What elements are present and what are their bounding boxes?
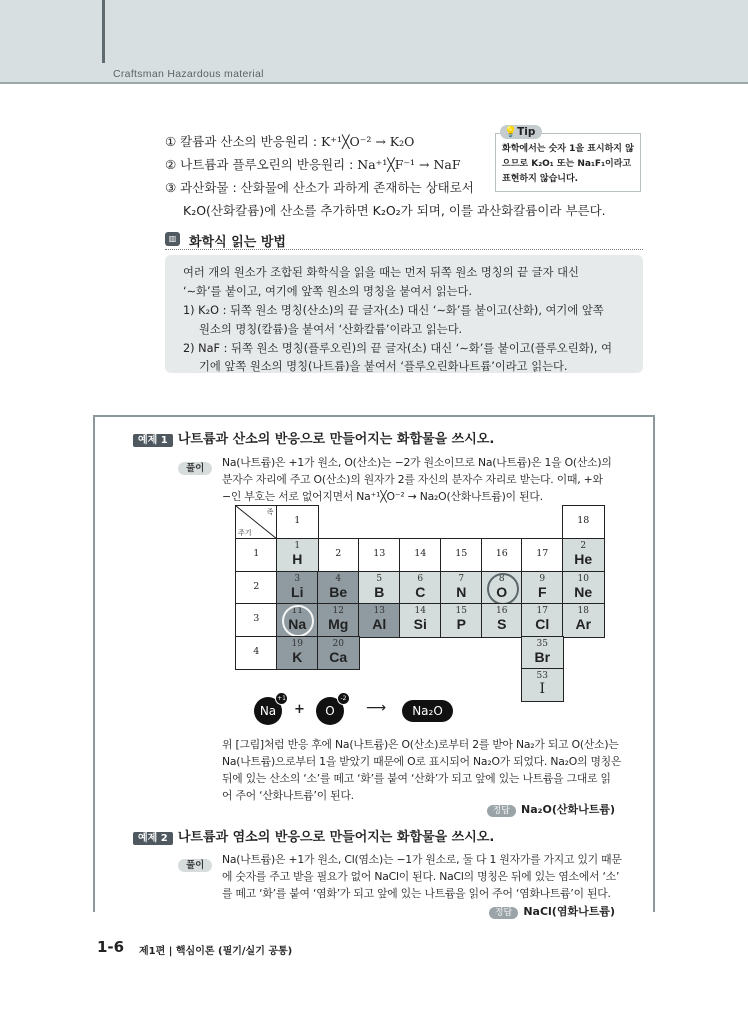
element-symbol: Li — [291, 584, 304, 600]
group-label — [358, 538, 401, 573]
element-si — [399, 603, 442, 638]
solution-line: 에 숫자를 주고 받을 필요가 없어 NaCl이 된다. NaCl의 명칭은 뒤에 있는 염소에서 ‘소’ — [222, 870, 620, 883]
ion-label: O — [325, 704, 335, 718]
element-ar — [562, 603, 605, 638]
element-ca — [317, 636, 360, 670]
table-label: 13 — [373, 548, 386, 559]
section-divider — [165, 249, 643, 250]
atomic-number: 1 — [294, 541, 301, 551]
table-label: 16 — [495, 548, 508, 559]
example-title: 나트륨과 염소의 반응으로 만들어지는 화합물을 쓰시오. — [177, 830, 495, 845]
atomic-number: 35 — [536, 639, 548, 649]
element-na — [276, 603, 319, 638]
solution-badge: 풀이 — [178, 859, 212, 872]
highlight-circle — [487, 573, 519, 605]
corner-period-label: 주기 — [238, 528, 252, 537]
section-line: 2) NaF : 뒤쪽 원소 명칭(플루오린)의 끝 글자(소) 대신 ‘∼화’를 붙이고(플루오린화), 여 — [183, 342, 613, 355]
tip-label — [500, 125, 542, 139]
period-label — [235, 538, 278, 573]
element-symbol: O — [496, 584, 508, 600]
atomic-number: 5 — [376, 574, 383, 584]
element-symbol: Br — [534, 649, 551, 665]
atomic-number: 3 — [294, 574, 301, 584]
atomic-number: 12 — [332, 606, 344, 616]
table-label: 15 — [455, 548, 468, 559]
answer-text: NaCl(염화나트륨) — [523, 905, 615, 918]
running-title: Craftsman Hazardous material — [113, 68, 264, 80]
ion-label: Na — [259, 704, 277, 718]
element-mg — [317, 603, 360, 638]
element-f — [521, 571, 564, 605]
answer-row — [489, 900, 615, 919]
item-2 — [165, 155, 461, 173]
section-line: 1) K₂O : 뒤쪽 원소 명칭(산소)의 끝 글자(소) 대신 ‘∼화’를 붙이고(산화), 여기에 앞쪽 — [183, 304, 604, 317]
explanation-line: 어 주어 ‘산화나트륨’이 된다. — [222, 789, 354, 802]
answer-row — [487, 798, 615, 817]
atomic-number: 53 — [536, 671, 548, 681]
table-label: 2 — [335, 548, 342, 559]
element-symbol: He — [574, 551, 593, 567]
atomic-number: 13 — [373, 606, 385, 616]
atomic-number: 14 — [414, 606, 426, 616]
section-title: 화학식 읽는 방법 — [189, 235, 286, 250]
table-label: 1 — [294, 515, 301, 526]
table-label: 17 — [536, 548, 549, 559]
section-line: 원소의 명칭(칼륨)을 붙여서 ‘산화칼륨’이라고 읽는다. — [199, 323, 463, 336]
atomic-number: 2 — [580, 541, 587, 551]
element-symbol: Cl — [535, 616, 550, 632]
table-label: 1 — [253, 548, 260, 559]
table-label: 2 — [253, 581, 260, 592]
section-line: ‘∼화’를 붙이고, 여기에 앞쪽 원소의 명칭을 붙여서 읽는다. — [183, 285, 473, 298]
solution-line: 분자수 자리에 주고 O(산소)의 원자가 2를 자신의 분자수 자리로 받는다. 이때, +와 — [222, 473, 603, 486]
atomic-number: 6 — [417, 574, 424, 584]
corner-group-label: 족 — [266, 508, 274, 516]
example-badge: 예제 1 — [133, 434, 173, 447]
plus-sign: + — [294, 702, 305, 717]
item-text: ② 나트륨과 플루오린의 반응원리 : — [165, 157, 358, 172]
example-title: 나트륨과 산소의 반응으로 만들어지는 화합물을 쓰시오. — [177, 432, 495, 447]
highlight-circle — [282, 605, 314, 637]
example-2-header — [133, 826, 494, 845]
table-label: 3 — [253, 613, 260, 624]
answer-badge: 정답 — [487, 805, 516, 817]
item-3 — [165, 178, 474, 196]
table-corner — [235, 505, 278, 540]
solution-line: Na(나트륨)은 +1가 원소, O(산소)는 −2가 원소이므로 Na(나트륨)은 1을 O(산소)의 — [222, 456, 612, 469]
period-label — [235, 603, 278, 638]
element-symbol: P — [456, 616, 466, 632]
element-al — [358, 603, 401, 638]
table-label: 14 — [414, 548, 427, 559]
group-label — [440, 538, 483, 573]
element-symbol: N — [456, 584, 467, 600]
arrow-icon: ⟶ — [366, 700, 387, 716]
element-c — [399, 571, 442, 605]
explanation-line: 뒤에 있는 산소의 ‘소’를 떼고 ‘화’를 붙여 ‘산화’가 되고 앞에 있는 나트륨을 그대로 읽 — [222, 772, 611, 785]
section-line: 여러 개의 원소가 조합된 화학식을 읽을 때는 먼저 뒤쪽 원소 명칭의 끝 글자 대신 — [183, 266, 579, 279]
footer-text: 제1편 | 핵심이론 (필기/실기 공통) — [139, 946, 293, 957]
atomic-number: 11 — [291, 606, 303, 616]
atomic-number: 4 — [335, 574, 342, 584]
element-symbol: Ne — [574, 584, 593, 600]
book-icon: ▥ — [165, 232, 180, 246]
atomic-number: 10 — [577, 574, 589, 584]
element-li — [276, 571, 319, 605]
element-br — [521, 636, 564, 670]
element-symbol: Si — [413, 616, 427, 632]
element-s — [481, 603, 523, 638]
item-formula: K⁺¹╳O⁻² → K₂O — [321, 134, 415, 149]
example-1-header — [133, 428, 494, 447]
answer-badge: 정답 — [489, 907, 518, 919]
atomic-number: 8 — [498, 574, 505, 584]
item-text: ③ 과산화물 : 산화물에 산소가 과하게 존재하는 상태로서 — [165, 180, 474, 195]
element-symbol: Mg — [328, 616, 349, 632]
element-b — [358, 571, 401, 605]
section-line: 기에 앞쪽 원소의 명칭(나트륨)을 붙여서 ‘플루오린화나트륨’이라고 읽는다. — [199, 360, 568, 373]
period-label — [235, 571, 278, 605]
tip-label-text: Tip — [517, 126, 536, 138]
element-symbol: B — [374, 584, 385, 600]
ion-charge: -2 — [337, 692, 350, 705]
atomic-number: 7 — [458, 574, 465, 584]
element-be — [317, 571, 360, 605]
group-label — [521, 538, 564, 573]
example-badge: 예제 2 — [133, 832, 173, 845]
element-o — [481, 571, 523, 605]
item-1 — [165, 132, 414, 150]
element-symbol: Be — [329, 584, 348, 600]
table-label: 18 — [577, 515, 590, 526]
element-symbol: I — [539, 681, 546, 697]
product-pill: Na₂O — [402, 700, 453, 722]
period-label — [235, 636, 278, 670]
item-formula: Na⁺¹╳F⁻¹ → NaF — [357, 157, 461, 172]
atomic-number: 15 — [455, 606, 467, 616]
element-symbol: Ar — [575, 616, 592, 632]
atomic-number: 19 — [291, 639, 303, 649]
page-number: 1-6 — [97, 938, 125, 956]
element-i — [521, 668, 564, 702]
table-label: 4 — [253, 646, 260, 657]
explanation-line: Na(나트륨)으로부터 1을 받았기 때문에 O로 표시되어 Na₂O가 되었다. Na₂O의 명칭은 — [222, 755, 622, 768]
element-symbol: Ca — [329, 649, 348, 665]
explanation-line: 위 [그림]처럼 반응 후에 Na(나트륨)은 O(산소)로부터 2를 받아 Na₂가 되고 O(산소)는 — [222, 738, 619, 751]
item-3-continued — [183, 201, 606, 219]
group-label — [481, 538, 523, 573]
atomic-number: 9 — [539, 574, 546, 584]
group-label — [399, 538, 442, 573]
lightbulb-icon: 💡 — [504, 126, 518, 138]
solution-line: Na(나트륨)은 +1가 원소, Cl(염소)는 −1가 원소로, 둘 다 1 원자가를 가지고 있기 때문 — [222, 853, 622, 866]
element-symbol: C — [415, 584, 426, 600]
header-accent-bar — [102, 0, 105, 63]
element-ne — [562, 571, 605, 605]
element-symbol: Na — [288, 616, 307, 632]
element-n — [440, 571, 483, 605]
element-p — [440, 603, 483, 638]
element-cl — [521, 603, 564, 638]
element-symbol: S — [497, 616, 507, 632]
atomic-number: 18 — [577, 606, 589, 616]
solution-line: −인 부호는 서로 없어지면서 Na⁺¹╳O⁻² → Na₂O(산화나트륨)이 된다. — [222, 490, 543, 503]
element-symbol: H — [292, 551, 303, 567]
item-text: ① 칼륨과 산소의 반응원리 : — [165, 134, 322, 149]
element-k — [276, 636, 319, 670]
group-label — [276, 505, 319, 540]
atomic-number: 16 — [496, 606, 508, 616]
element-h — [276, 538, 319, 573]
answer-text: Na₂O(산화나트륨) — [521, 803, 615, 816]
solution-line: 를 떼고 ‘화’를 붙여 ‘염화’가 되고 앞에 있는 나트륨을 읽어 주어 ‘염화나트륨’이 된다. — [222, 887, 611, 900]
element-symbol: K — [292, 649, 303, 665]
tip-text: 화학에서는 숫자 1을 표시하지 않으므로 K₂O₁ 또는 Na₁F₁이라고 표현하지 않습니다. — [502, 144, 634, 184]
group-label — [562, 505, 605, 540]
ion-charge: +1 — [275, 692, 288, 705]
atomic-number: 17 — [536, 606, 548, 616]
solution-badge: 풀이 — [178, 462, 212, 475]
element-symbol: F — [537, 584, 547, 600]
atomic-number: 20 — [332, 639, 344, 649]
element-he — [562, 538, 605, 573]
group-label — [317, 538, 360, 573]
element-symbol: Al — [372, 616, 387, 632]
item-text: K₂O(산화칼륨)에 산소를 추가하면 K₂O₂가 되며, 이를 과산화칼륨이라 부른다. — [183, 203, 606, 218]
